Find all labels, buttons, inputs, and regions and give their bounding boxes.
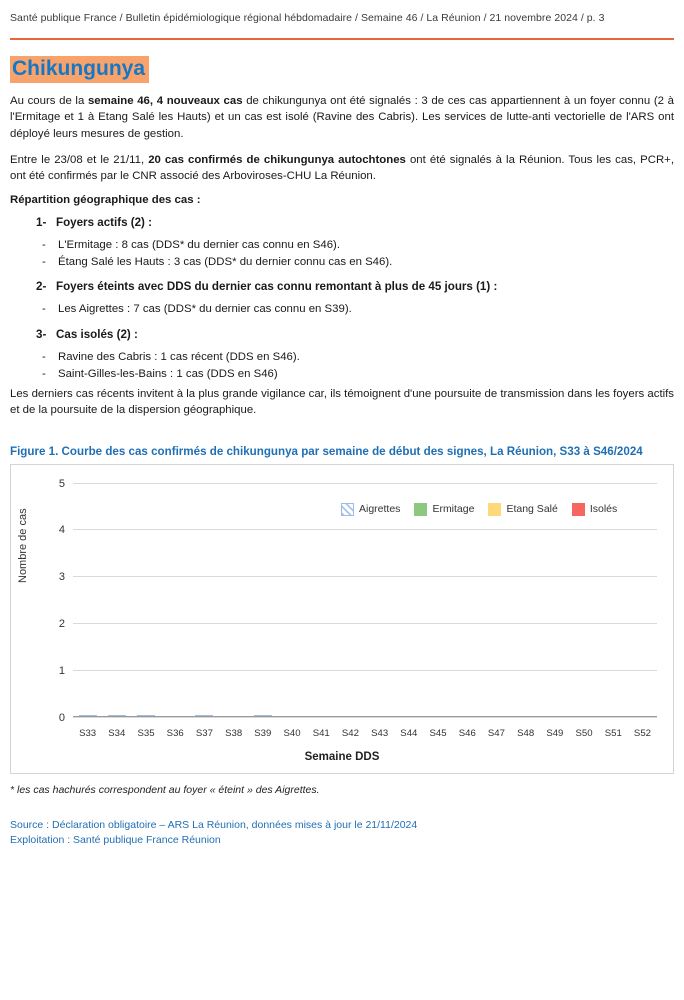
chart-x-tick-label: S41 <box>312 727 330 739</box>
chart-bar-column <box>277 483 306 717</box>
group-3-title: Cas isolés (2) : <box>56 328 138 341</box>
group-1-heading <box>36 216 674 229</box>
list-item: - Saint-Gilles-les-Bains : 1 cas (DDS en S46) <box>40 366 674 383</box>
chart-x-tick-label: S38 <box>225 727 243 739</box>
chart-x-axis-title: Semaine DDS <box>304 750 380 763</box>
page-header-breadcrumb: Santé publique France / Bulletin épidémiologique régional hébdomadaire / Semaine 46 / La Réunion / 21 novembre 2024 / p. 3 <box>10 12 605 24</box>
legend-label: Isolés <box>589 503 618 516</box>
group-3-number: 3- <box>36 328 47 341</box>
chart-bar-column <box>190 483 219 717</box>
chart-y-tick-label: 3 <box>58 571 65 584</box>
group-1-number: 1- <box>36 216 47 230</box>
section-title-container <box>10 50 674 93</box>
list-item: - L'Ermitage : 8 cas (DDS* du dernier cas connu en S46). <box>40 237 674 254</box>
group-3-items <box>10 349 674 382</box>
source-line-2: Exploitation : Santé publique France Réunion <box>10 833 221 846</box>
paragraph-1-highlight: semaine 46, 4 nouveaux cas <box>87 95 243 108</box>
chart-x-tick-label: S34 <box>108 727 126 739</box>
group-2-number: 2- <box>36 280 47 294</box>
paragraph-1-pre: Au cours de la <box>10 95 88 108</box>
paragraph-2-pre: Entre le 23/08 et le 21/11, <box>10 153 149 166</box>
chart-x-axis-line <box>73 716 657 717</box>
list-item: - Ravine des Cabris : 1 cas récent (DDS en S46). <box>40 349 674 366</box>
chart-bar-column <box>394 483 423 717</box>
chart-bar-column <box>131 483 160 717</box>
chart-x-tick-label: S43 <box>371 727 389 739</box>
chart-y-axis-title: Nombre de cas <box>17 508 29 583</box>
chart-x-tick-label: S36 <box>166 727 184 739</box>
group-2-items <box>10 301 674 318</box>
chart-x-tick-label: S40 <box>283 727 301 739</box>
group-1-title: Foyers actifs (2) : <box>56 216 152 230</box>
paragraph-1-post: de chikungunya ont été signalés : 3 de ces cas appartiennent à un foyer connu (2 à l'Ermitage et 1 à Etang Salé les Hauts) et un cas est isolé (Ravine des Cabris). Les services de lutte-anti vectorielle de l'ARS ont déployé leurs mesures de gestion. <box>10 95 674 140</box>
chart-x-tick-label: S35 <box>137 727 155 739</box>
chart-bar-column <box>219 483 248 717</box>
chart-y-tick-label: 4 <box>58 524 65 537</box>
groups-list <box>10 216 674 382</box>
list-item: - Étang Salé les Hauts : 3 cas (DDS* du dernier connu cas en S46). <box>40 254 674 271</box>
legend-label: Etang Salé <box>506 503 558 516</box>
chart-bar-column <box>482 483 511 717</box>
source-block <box>10 818 674 848</box>
chart-y-tick-label: 5 <box>58 477 65 490</box>
chart-x-tick-label: S39 <box>254 727 272 739</box>
paragraph-cumulative-cases <box>10 152 674 184</box>
chart-x-tick-label: S47 <box>487 727 505 739</box>
chart-plot-area <box>58 477 657 724</box>
chart-x-tick-label: S50 <box>575 727 593 739</box>
chart-bar-column <box>365 483 394 717</box>
figure-title: Figure 1. Courbe des cas confirmés de chikungunya par semaine de début des signes, La Réunion, S33 à S46/2024 <box>10 444 643 458</box>
group-1-items <box>10 237 674 270</box>
legend-label: Aigrettes <box>359 503 401 516</box>
chart-bar-column <box>423 483 452 717</box>
paragraph-week-summary <box>10 93 674 142</box>
chart-bar-column <box>336 483 365 717</box>
list-item: - Les Aigrettes : 7 cas (DDS* du dernier cas connu en S39). <box>40 301 674 318</box>
group-2-heading <box>36 280 674 293</box>
chart-bar-column <box>102 483 131 717</box>
chart-x-tick-labels <box>73 728 657 739</box>
figure-1-chart <box>10 464 674 774</box>
chart-bar-column <box>73 483 102 717</box>
chart-bar-column <box>628 483 657 717</box>
figure-footnote: * les cas hachurés correspondent au foyer « éteint » des Aigrettes. <box>10 783 320 796</box>
chart-x-tick-label: S51 <box>604 727 622 739</box>
chart-x-tick-label: S33 <box>79 727 97 739</box>
chart-x-tick-label: S42 <box>341 727 359 739</box>
chart-y-tick-label: 0 <box>58 711 65 724</box>
chart-bar-column <box>511 483 540 717</box>
chart-bars <box>73 483 657 717</box>
paragraph-2-highlight: 20 cas confirmés de chikungunya autochtones <box>148 153 406 166</box>
paragraph-2-post: ont été signalés à la Réunion. Tous les cas, PCR+, ont été confirmés par le CNR associé des Arboviroses-CHU La Réunion. <box>10 153 674 182</box>
source-line-1: Source : Déclaration obligatoire – ARS La Réunion, données mises à jour le 21/11/2024 <box>10 818 418 831</box>
chart-x-tick-label: S48 <box>517 727 535 739</box>
geographic-distribution-label: Répartition géographique des cas : <box>10 194 201 207</box>
chart-gridline <box>58 711 657 724</box>
chart-x-tick-label: S49 <box>546 727 564 739</box>
chart-x-tick-label: S37 <box>195 727 213 739</box>
chart-bar-column <box>453 483 482 717</box>
chart-bar-column <box>569 483 598 717</box>
chart-x-tick-label: S46 <box>458 727 476 739</box>
chart-bar-column <box>540 483 569 717</box>
group-isolated-cases <box>10 328 674 382</box>
chart-bar-column <box>248 483 277 717</box>
legend-label: Ermitage <box>432 503 475 516</box>
chart-y-tick-label: 2 <box>58 618 65 631</box>
group-extinct-clusters <box>10 280 674 318</box>
group-2-title: Foyers éteints avec DDS du dernier cas connu remontant à plus de 45 jours (1) : <box>56 280 498 294</box>
chart-bar-column <box>599 483 628 717</box>
chart-y-tick-label: 1 <box>58 664 65 677</box>
group-3-heading <box>36 328 674 341</box>
group-active-clusters <box>10 216 674 270</box>
chart-x-tick-label: S44 <box>400 727 418 739</box>
header-divider <box>10 38 674 40</box>
chart-x-tick-label: S52 <box>633 727 651 739</box>
page-title: Chikungunya <box>10 56 149 83</box>
chart-bar-column <box>307 483 336 717</box>
chart-bar-column <box>161 483 190 717</box>
chart-x-tick-label: S45 <box>429 727 447 739</box>
paragraph-closing: Les derniers cas récents invitent à la plus grande vigilance car, ils témoignent d'une poursuite de transmission dans les foyers actifs et de la poursuite de la dispersion géographique. <box>10 388 674 417</box>
